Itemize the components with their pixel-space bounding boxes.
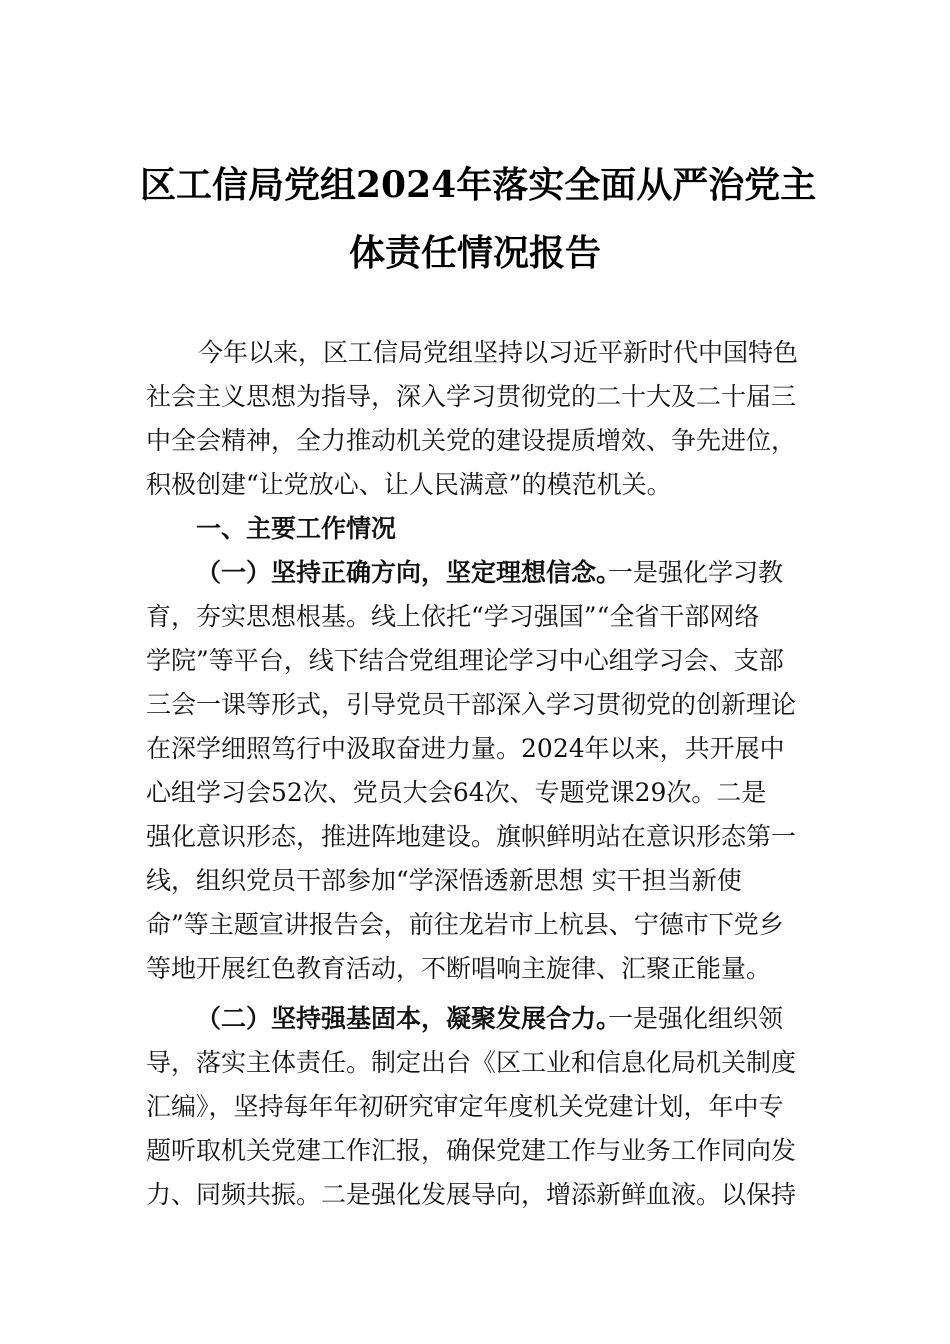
paragraph-line: 学院”等平台，线下结合党组理论学习中心组学习会、支部 [146, 646, 784, 675]
subsection-heading: （二）坚持强基固本，凝聚发展合力。 [196, 1004, 622, 1033]
paragraph-line: 线，组织党员干部参加“学深悟透新思想 实干担当新使 [146, 866, 742, 895]
paragraph-line: 强化意识形态，推进阵地建设。旗帜鲜明站在意识形态第一 [146, 822, 797, 851]
paragraph-line: 等地开展红色教育活动，不断唱响主旋律、汇聚正能量。 [146, 954, 772, 983]
paragraph-line: 命”等主题宣讲报告会，前往龙岩市上杭县、宁德市下党乡 [146, 910, 784, 939]
section-heading: 一、主要工作情况 [196, 514, 397, 543]
paragraph-line: 今年以来，区工信局党组坚持以习近平新时代中国特色 [198, 338, 799, 367]
subsection-heading: （一）坚持正确方向，坚定理想信念。 [196, 558, 622, 587]
paragraph-line: 一是强化学习教 [608, 558, 784, 587]
paragraph-line: 在深学细照笃行中汲取奋进力量。2024年以来，共开展中 [146, 734, 785, 763]
paragraph-line: 心组学习会52次、党员大会64次、专题党课29次。二是 [146, 778, 767, 807]
paragraph-line: 题听取机关党建工作汇报，确保党建工作与业务工作同向发 [146, 1136, 797, 1165]
paragraph-line: 一是强化组织领 [608, 1004, 784, 1033]
document-title-line-1: 区工信局党组2024年落实全面从严治党主 [140, 164, 817, 206]
paragraph-line: 导，落实主体责任。制定出台《区工业和信息化局机关制度 [146, 1048, 797, 1077]
paragraph-line: 三会一课等形式，引导党员干部深入学习贯彻党的创新理论 [146, 690, 797, 719]
paragraph-line: 育，夯实思想根基。线上依托“学习强国”“全省干部网络 [146, 602, 760, 631]
paragraph-line: 积极创建“让党放心、让人民满意”的模范机关。 [146, 470, 672, 499]
paragraph-line: 社会主义思想为指导，深入学习贯彻党的二十大及二十届三 [146, 382, 797, 411]
paragraph-line: 汇编》，坚持每年年初研究审定年度机关党建计划，年中专 [146, 1092, 784, 1121]
paragraph-line: 中全会精神，全力推动机关党的建设提质增效、争先进位， [146, 426, 797, 455]
paragraph-line: 力、同频共振。二是强化发展导向，增添新鲜血液。以保持 [146, 1180, 797, 1209]
document-title-line-2: 体责任情况报告 [348, 232, 601, 274]
